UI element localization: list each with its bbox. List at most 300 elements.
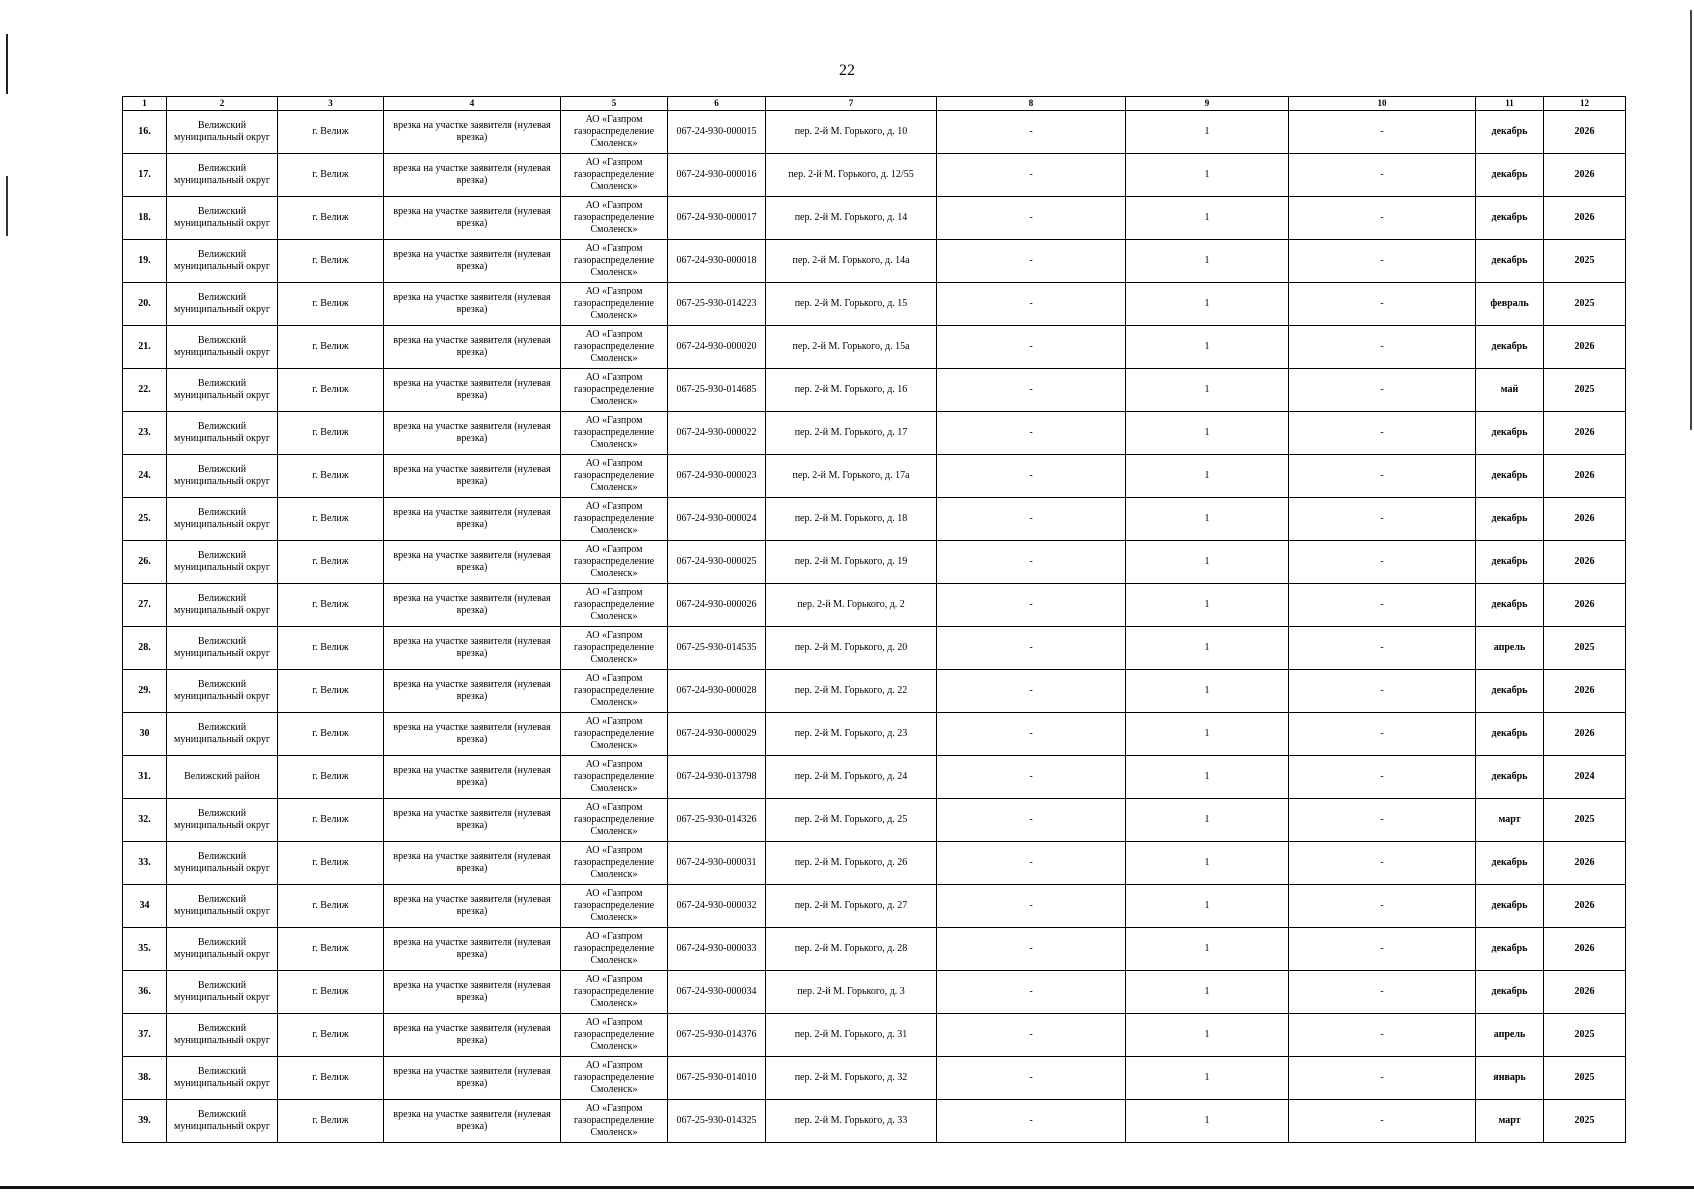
row-number-cell: 27. bbox=[123, 584, 167, 627]
month-cell: декабрь bbox=[1476, 412, 1544, 455]
application-number-cell: 067-24-930-000034 bbox=[668, 971, 766, 1014]
application-number-cell: 067-25-930-014010 bbox=[668, 1057, 766, 1100]
year-cell: 2026 bbox=[1544, 885, 1626, 928]
row-number-cell: 28. bbox=[123, 627, 167, 670]
month-cell: январь bbox=[1476, 1057, 1544, 1100]
application-number-cell: 067-24-930-000028 bbox=[668, 670, 766, 713]
year-cell: 2026 bbox=[1544, 670, 1626, 713]
year-cell: 2026 bbox=[1544, 541, 1626, 584]
month-cell: апрель bbox=[1476, 627, 1544, 670]
table-row bbox=[123, 541, 1626, 584]
municipality-cell: Велижский муниципальный округ bbox=[167, 1014, 278, 1057]
column-9-value-cell: 1 bbox=[1126, 971, 1289, 1014]
month-cell: декабрь bbox=[1476, 326, 1544, 369]
month-cell: декабрь bbox=[1476, 541, 1544, 584]
column-8-value-cell: - bbox=[937, 842, 1126, 885]
year-cell: 2025 bbox=[1544, 369, 1626, 412]
connection-type-cell: врезка на участке заявителя (нулевая врезка) bbox=[384, 283, 561, 326]
column-9-value-cell: 1 bbox=[1126, 541, 1289, 584]
connection-type-cell: врезка на участке заявителя (нулевая врезка) bbox=[384, 971, 561, 1014]
application-number-cell: 067-24-930-000032 bbox=[668, 885, 766, 928]
row-number-cell: 33. bbox=[123, 842, 167, 885]
year-cell: 2026 bbox=[1544, 971, 1626, 1014]
application-number-cell: 067-24-930-000020 bbox=[668, 326, 766, 369]
gas-organization-cell: АО «Газпром газораспределение Смоленск» bbox=[561, 756, 668, 799]
application-number-cell: 067-25-930-014223 bbox=[668, 283, 766, 326]
column-10-value-cell: - bbox=[1289, 584, 1476, 627]
column-8-value-cell: - bbox=[937, 713, 1126, 756]
month-cell: декабрь bbox=[1476, 756, 1544, 799]
column-8-value-cell: - bbox=[937, 670, 1126, 713]
column-10-value-cell: - bbox=[1289, 1014, 1476, 1057]
column-10-value-cell: - bbox=[1289, 326, 1476, 369]
row-number-cell: 25. bbox=[123, 498, 167, 541]
table-row bbox=[123, 1057, 1626, 1100]
municipality-cell: Велижский муниципальный округ bbox=[167, 541, 278, 584]
column-number: 1 bbox=[123, 97, 167, 111]
year-cell: 2025 bbox=[1544, 799, 1626, 842]
settlement-cell: г. Велиж bbox=[278, 498, 384, 541]
column-9-value-cell: 1 bbox=[1126, 283, 1289, 326]
connection-type-cell: врезка на участке заявителя (нулевая врезка) bbox=[384, 670, 561, 713]
gas-organization-cell: АО «Газпром газораспределение Смоленск» bbox=[561, 455, 668, 498]
settlement-cell: г. Велиж bbox=[278, 412, 384, 455]
gas-organization-cell: АО «Газпром газораспределение Смоленск» bbox=[561, 1014, 668, 1057]
column-10-value-cell: - bbox=[1289, 111, 1476, 154]
application-number-cell: 067-24-930-000017 bbox=[668, 197, 766, 240]
gas-organization-cell: АО «Газпром газораспределение Смоленск» bbox=[561, 799, 668, 842]
column-8-value-cell: - bbox=[937, 240, 1126, 283]
connection-type-cell: врезка на участке заявителя (нулевая врезка) bbox=[384, 455, 561, 498]
municipality-cell: Велижский муниципальный округ bbox=[167, 1057, 278, 1100]
settlement-cell: г. Велиж bbox=[278, 154, 384, 197]
address-cell: пер. 2-й М. Горького, д. 32 bbox=[766, 1057, 937, 1100]
table-row bbox=[123, 713, 1626, 756]
row-number-cell: 19. bbox=[123, 240, 167, 283]
connection-type-cell: врезка на участке заявителя (нулевая врезка) bbox=[384, 498, 561, 541]
column-9-value-cell: 1 bbox=[1126, 498, 1289, 541]
table-row bbox=[123, 584, 1626, 627]
connection-type-cell: врезка на участке заявителя (нулевая врезка) bbox=[384, 885, 561, 928]
address-cell: пер. 2-й М. Горького, д. 27 bbox=[766, 885, 937, 928]
gas-organization-cell: АО «Газпром газораспределение Смоленск» bbox=[561, 842, 668, 885]
column-number: 4 bbox=[384, 97, 561, 111]
gas-organization-cell: АО «Газпром газораспределение Смоленск» bbox=[561, 412, 668, 455]
connection-type-cell: врезка на участке заявителя (нулевая врезка) bbox=[384, 799, 561, 842]
address-cell: пер. 2-й М. Горького, д. 17а bbox=[766, 455, 937, 498]
month-cell: декабрь bbox=[1476, 111, 1544, 154]
application-number-cell: 067-24-930-000033 bbox=[668, 928, 766, 971]
application-number-cell: 067-24-930-000031 bbox=[668, 842, 766, 885]
column-10-value-cell: - bbox=[1289, 498, 1476, 541]
row-number-cell: 38. bbox=[123, 1057, 167, 1100]
application-number-cell: 067-24-930-000018 bbox=[668, 240, 766, 283]
settlement-cell: г. Велиж bbox=[278, 584, 384, 627]
address-cell: пер. 2-й М. Горького, д. 17 bbox=[766, 412, 937, 455]
application-number-cell: 067-25-930-014376 bbox=[668, 1014, 766, 1057]
table-row bbox=[123, 799, 1626, 842]
table-row bbox=[123, 670, 1626, 713]
column-9-value-cell: 1 bbox=[1126, 584, 1289, 627]
column-number: 10 bbox=[1289, 97, 1476, 111]
row-number-cell: 39. bbox=[123, 1100, 167, 1143]
column-9-value-cell: 1 bbox=[1126, 713, 1289, 756]
gas-organization-cell: АО «Газпром газораспределение Смоленск» bbox=[561, 369, 668, 412]
gas-organization-cell: АО «Газпром газораспределение Смоленск» bbox=[561, 197, 668, 240]
address-cell: пер. 2-й М. Горького, д. 24 bbox=[766, 756, 937, 799]
column-8-value-cell: - bbox=[937, 326, 1126, 369]
month-cell: декабрь bbox=[1476, 498, 1544, 541]
column-8-value-cell: - bbox=[937, 756, 1126, 799]
connection-type-cell: врезка на участке заявителя (нулевая врезка) bbox=[384, 197, 561, 240]
municipality-cell: Велижский муниципальный округ bbox=[167, 971, 278, 1014]
year-cell: 2026 bbox=[1544, 584, 1626, 627]
municipality-cell: Велижский муниципальный округ bbox=[167, 799, 278, 842]
connection-type-cell: врезка на участке заявителя (нулевая врезка) bbox=[384, 756, 561, 799]
settlement-cell: г. Велиж bbox=[278, 885, 384, 928]
year-cell: 2025 bbox=[1544, 1100, 1626, 1143]
month-cell: декабрь bbox=[1476, 240, 1544, 283]
municipality-cell: Велижский муниципальный округ bbox=[167, 240, 278, 283]
column-number: 12 bbox=[1544, 97, 1626, 111]
column-8-value-cell: - bbox=[937, 627, 1126, 670]
settlement-cell: г. Велиж bbox=[278, 756, 384, 799]
address-cell: пер. 2-й М. Горького, д. 15а bbox=[766, 326, 937, 369]
year-cell: 2025 bbox=[1544, 283, 1626, 326]
month-cell: декабрь bbox=[1476, 197, 1544, 240]
address-cell: пер. 2-й М. Горького, д. 19 bbox=[766, 541, 937, 584]
settlement-cell: г. Велиж bbox=[278, 928, 384, 971]
column-9-value-cell: 1 bbox=[1126, 111, 1289, 154]
column-9-value-cell: 1 bbox=[1126, 928, 1289, 971]
municipality-cell: Велижский муниципальный округ bbox=[167, 154, 278, 197]
month-cell: декабрь bbox=[1476, 713, 1544, 756]
column-9-value-cell: 1 bbox=[1126, 1057, 1289, 1100]
settlement-cell: г. Велиж bbox=[278, 240, 384, 283]
gas-organization-cell: АО «Газпром газораспределение Смоленск» bbox=[561, 326, 668, 369]
column-9-value-cell: 1 bbox=[1126, 842, 1289, 885]
row-number-cell: 21. bbox=[123, 326, 167, 369]
row-number-cell: 30 bbox=[123, 713, 167, 756]
address-cell: пер. 2-й М. Горького, д. 20 bbox=[766, 627, 937, 670]
column-8-value-cell: - bbox=[937, 584, 1126, 627]
column-8-value-cell: - bbox=[937, 1057, 1126, 1100]
table-row bbox=[123, 756, 1626, 799]
year-cell: 2026 bbox=[1544, 842, 1626, 885]
gas-organization-cell: АО «Газпром газораспределение Смоленск» bbox=[561, 498, 668, 541]
application-number-cell: 067-24-930-000026 bbox=[668, 584, 766, 627]
row-number-cell: 31. bbox=[123, 756, 167, 799]
column-10-value-cell: - bbox=[1289, 885, 1476, 928]
settlement-cell: г. Велиж bbox=[278, 971, 384, 1014]
column-number: 8 bbox=[937, 97, 1126, 111]
municipality-cell: Велижский район bbox=[167, 756, 278, 799]
table-row bbox=[123, 283, 1626, 326]
application-number-cell: 067-24-930-000022 bbox=[668, 412, 766, 455]
column-8-value-cell: - bbox=[937, 283, 1126, 326]
column-8-value-cell: - bbox=[937, 541, 1126, 584]
year-cell: 2026 bbox=[1544, 197, 1626, 240]
column-8-value-cell: - bbox=[937, 455, 1126, 498]
settlement-cell: г. Велиж bbox=[278, 541, 384, 584]
year-cell: 2026 bbox=[1544, 111, 1626, 154]
table-row bbox=[123, 928, 1626, 971]
page-number: 22 bbox=[839, 62, 855, 79]
connection-type-cell: врезка на участке заявителя (нулевая врезка) bbox=[384, 1100, 561, 1143]
column-9-value-cell: 1 bbox=[1126, 1014, 1289, 1057]
settlement-cell: г. Велиж bbox=[278, 1014, 384, 1057]
settlement-cell: г. Велиж bbox=[278, 842, 384, 885]
column-10-value-cell: - bbox=[1289, 154, 1476, 197]
row-number-cell: 37. bbox=[123, 1014, 167, 1057]
gas-organization-cell: АО «Газпром газораспределение Смоленск» bbox=[561, 670, 668, 713]
column-number: 11 bbox=[1476, 97, 1544, 111]
table-row bbox=[123, 885, 1626, 928]
gas-organization-cell: АО «Газпром газораспределение Смоленск» bbox=[561, 971, 668, 1014]
address-cell: пер. 2-й М. Горького, д. 3 bbox=[766, 971, 937, 1014]
settlement-cell: г. Велиж bbox=[278, 111, 384, 154]
connection-type-cell: врезка на участке заявителя (нулевая врезка) bbox=[384, 1057, 561, 1100]
address-cell: пер. 2-й М. Горького, д. 16 bbox=[766, 369, 937, 412]
settlement-cell: г. Велиж bbox=[278, 670, 384, 713]
connection-type-cell: врезка на участке заявителя (нулевая врезка) bbox=[384, 842, 561, 885]
month-cell: апрель bbox=[1476, 1014, 1544, 1057]
year-cell: 2025 bbox=[1544, 1014, 1626, 1057]
table-row bbox=[123, 498, 1626, 541]
address-cell: пер. 2-й М. Горького, д. 2 bbox=[766, 584, 937, 627]
row-number-cell: 32. bbox=[123, 799, 167, 842]
address-cell: пер. 2-й М. Горького, д. 15 bbox=[766, 283, 937, 326]
column-8-value-cell: - bbox=[937, 799, 1126, 842]
column-10-value-cell: - bbox=[1289, 670, 1476, 713]
municipality-cell: Велижский муниципальный округ bbox=[167, 197, 278, 240]
settlement-cell: г. Велиж bbox=[278, 713, 384, 756]
connection-type-cell: врезка на участке заявителя (нулевая врезка) bbox=[384, 111, 561, 154]
gasification-table bbox=[122, 96, 1626, 1143]
application-number-cell: 067-24-930-000016 bbox=[668, 154, 766, 197]
gas-organization-cell: АО «Газпром газораспределение Смоленск» bbox=[561, 1100, 668, 1143]
column-number: 7 bbox=[766, 97, 937, 111]
gas-organization-cell: АО «Газпром газораспределение Смоленск» bbox=[561, 154, 668, 197]
connection-type-cell: врезка на участке заявителя (нулевая врезка) bbox=[384, 928, 561, 971]
municipality-cell: Велижский муниципальный округ bbox=[167, 283, 278, 326]
municipality-cell: Велижский муниципальный округ bbox=[167, 412, 278, 455]
year-cell: 2026 bbox=[1544, 455, 1626, 498]
column-9-value-cell: 1 bbox=[1126, 799, 1289, 842]
row-number-cell: 22. bbox=[123, 369, 167, 412]
month-cell: май bbox=[1476, 369, 1544, 412]
column-number: 6 bbox=[668, 97, 766, 111]
column-9-value-cell: 1 bbox=[1126, 240, 1289, 283]
column-number: 9 bbox=[1126, 97, 1289, 111]
table-row bbox=[123, 369, 1626, 412]
column-10-value-cell: - bbox=[1289, 1057, 1476, 1100]
row-number-cell: 35. bbox=[123, 928, 167, 971]
table-row bbox=[123, 154, 1626, 197]
column-8-value-cell: - bbox=[937, 111, 1126, 154]
address-cell: пер. 2-й М. Горького, д. 12/55 bbox=[766, 154, 937, 197]
column-10-value-cell: - bbox=[1289, 713, 1476, 756]
application-number-cell: 067-24-930-000023 bbox=[668, 455, 766, 498]
gas-organization-cell: АО «Газпром газораспределение Смоленск» bbox=[561, 283, 668, 326]
column-9-value-cell: 1 bbox=[1126, 197, 1289, 240]
table-row bbox=[123, 326, 1626, 369]
municipality-cell: Велижский муниципальный округ bbox=[167, 111, 278, 154]
settlement-cell: г. Велиж bbox=[278, 1057, 384, 1100]
year-cell: 2025 bbox=[1544, 1057, 1626, 1100]
column-10-value-cell: - bbox=[1289, 627, 1476, 670]
column-9-value-cell: 1 bbox=[1126, 326, 1289, 369]
municipality-cell: Велижский муниципальный округ bbox=[167, 369, 278, 412]
gas-organization-cell: АО «Газпром газораспределение Смоленск» bbox=[561, 111, 668, 154]
column-10-value-cell: - bbox=[1289, 799, 1476, 842]
column-10-value-cell: - bbox=[1289, 971, 1476, 1014]
column-10-value-cell: - bbox=[1289, 842, 1476, 885]
month-cell: декабрь bbox=[1476, 842, 1544, 885]
address-cell: пер. 2-й М. Горького, д. 14а bbox=[766, 240, 937, 283]
application-number-cell: 067-24-930-000015 bbox=[668, 111, 766, 154]
column-8-value-cell: - bbox=[937, 1100, 1126, 1143]
settlement-cell: г. Велиж bbox=[278, 283, 384, 326]
address-cell: пер. 2-й М. Горького, д. 18 bbox=[766, 498, 937, 541]
column-10-value-cell: - bbox=[1289, 455, 1476, 498]
address-cell: пер. 2-й М. Горького, д. 22 bbox=[766, 670, 937, 713]
row-number-cell: 23. bbox=[123, 412, 167, 455]
column-10-value-cell: - bbox=[1289, 928, 1476, 971]
municipality-cell: Велижский муниципальный округ bbox=[167, 885, 278, 928]
column-number: 5 bbox=[561, 97, 668, 111]
month-cell: февраль bbox=[1476, 283, 1544, 326]
row-number-cell: 29. bbox=[123, 670, 167, 713]
month-cell: декабрь bbox=[1476, 584, 1544, 627]
connection-type-cell: врезка на участке заявителя (нулевая врезка) bbox=[384, 1014, 561, 1057]
connection-type-cell: врезка на участке заявителя (нулевая врезка) bbox=[384, 154, 561, 197]
connection-type-cell: врезка на участке заявителя (нулевая врезка) bbox=[384, 541, 561, 584]
gas-organization-cell: АО «Газпром газораспределение Смоленск» bbox=[561, 240, 668, 283]
gas-organization-cell: АО «Газпром газораспределение Смоленск» bbox=[561, 541, 668, 584]
row-number-cell: 24. bbox=[123, 455, 167, 498]
column-10-value-cell: - bbox=[1289, 197, 1476, 240]
column-8-value-cell: - bbox=[937, 885, 1126, 928]
municipality-cell: Велижский муниципальный округ bbox=[167, 1100, 278, 1143]
settlement-cell: г. Велиж bbox=[278, 369, 384, 412]
column-9-value-cell: 1 bbox=[1126, 627, 1289, 670]
row-number-cell: 36. bbox=[123, 971, 167, 1014]
month-cell: декабрь bbox=[1476, 885, 1544, 928]
table-row bbox=[123, 1100, 1626, 1143]
column-9-value-cell: 1 bbox=[1126, 756, 1289, 799]
application-number-cell: 067-25-930-014535 bbox=[668, 627, 766, 670]
connection-type-cell: врезка на участке заявителя (нулевая врезка) bbox=[384, 584, 561, 627]
table-body bbox=[123, 97, 1626, 1143]
column-8-value-cell: - bbox=[937, 369, 1126, 412]
address-cell: пер. 2-й М. Горького, д. 14 bbox=[766, 197, 937, 240]
column-9-value-cell: 1 bbox=[1126, 885, 1289, 928]
municipality-cell: Велижский муниципальный округ bbox=[167, 670, 278, 713]
column-10-value-cell: - bbox=[1289, 412, 1476, 455]
column-10-value-cell: - bbox=[1289, 369, 1476, 412]
municipality-cell: Велижский муниципальный округ bbox=[167, 842, 278, 885]
table-row bbox=[123, 455, 1626, 498]
table-row bbox=[123, 1014, 1626, 1057]
address-cell: пер. 2-й М. Горького, д. 10 bbox=[766, 111, 937, 154]
address-cell: пер. 2-й М. Горького, д. 28 bbox=[766, 928, 937, 971]
application-number-cell: 067-25-930-014685 bbox=[668, 369, 766, 412]
row-number-cell: 18. bbox=[123, 197, 167, 240]
gas-organization-cell: АО «Газпром газораспределение Смоленск» bbox=[561, 627, 668, 670]
column-9-value-cell: 1 bbox=[1126, 1100, 1289, 1143]
column-10-value-cell: - bbox=[1289, 283, 1476, 326]
address-cell: пер. 2-й М. Горького, д. 23 bbox=[766, 713, 937, 756]
year-cell: 2026 bbox=[1544, 412, 1626, 455]
year-cell: 2026 bbox=[1544, 498, 1626, 541]
month-cell: декабрь bbox=[1476, 928, 1544, 971]
gas-organization-cell: АО «Газпром газораспределение Смоленск» bbox=[561, 713, 668, 756]
municipality-cell: Велижский муниципальный округ bbox=[167, 584, 278, 627]
application-number-cell: 067-24-930-000025 bbox=[668, 541, 766, 584]
table-row bbox=[123, 627, 1626, 670]
municipality-cell: Велижский муниципальный округ bbox=[167, 326, 278, 369]
table-row bbox=[123, 111, 1626, 154]
application-number-cell: 067-25-930-014326 bbox=[668, 799, 766, 842]
page-bottom-line bbox=[0, 1186, 1694, 1189]
year-cell: 2025 bbox=[1544, 627, 1626, 670]
address-cell: пер. 2-й М. Горького, д. 33 bbox=[766, 1100, 937, 1143]
column-8-value-cell: - bbox=[937, 928, 1126, 971]
table-row bbox=[123, 971, 1626, 1014]
application-number-cell: 067-24-930-013798 bbox=[668, 756, 766, 799]
year-cell: 2026 bbox=[1544, 326, 1626, 369]
connection-type-cell: врезка на участке заявителя (нулевая врезка) bbox=[384, 240, 561, 283]
column-8-value-cell: - bbox=[937, 412, 1126, 455]
connection-type-cell: врезка на участке заявителя (нулевая врезка) bbox=[384, 326, 561, 369]
connection-type-cell: врезка на участке заявителя (нулевая врезка) bbox=[384, 369, 561, 412]
gas-organization-cell: АО «Газпром газораспределение Смоленск» bbox=[561, 1057, 668, 1100]
connection-type-cell: врезка на участке заявителя (нулевая врезка) bbox=[384, 627, 561, 670]
municipality-cell: Велижский муниципальный округ bbox=[167, 455, 278, 498]
address-cell: пер. 2-й М. Горького, д. 31 bbox=[766, 1014, 937, 1057]
address-cell: пер. 2-й М. Горького, д. 25 bbox=[766, 799, 937, 842]
address-cell: пер. 2-й М. Горького, д. 26 bbox=[766, 842, 937, 885]
application-number-cell: 067-24-930-000024 bbox=[668, 498, 766, 541]
column-9-value-cell: 1 bbox=[1126, 412, 1289, 455]
settlement-cell: г. Велиж bbox=[278, 627, 384, 670]
month-cell: декабрь bbox=[1476, 971, 1544, 1014]
municipality-cell: Велижский муниципальный округ bbox=[167, 713, 278, 756]
column-number: 3 bbox=[278, 97, 384, 111]
column-number-row bbox=[123, 97, 1626, 111]
settlement-cell: г. Велиж bbox=[278, 326, 384, 369]
column-8-value-cell: - bbox=[937, 197, 1126, 240]
column-number: 2 bbox=[167, 97, 278, 111]
settlement-cell: г. Велиж bbox=[278, 799, 384, 842]
connection-type-cell: врезка на участке заявителя (нулевая врезка) bbox=[384, 412, 561, 455]
table-row bbox=[123, 412, 1626, 455]
row-number-cell: 34 bbox=[123, 885, 167, 928]
column-9-value-cell: 1 bbox=[1126, 455, 1289, 498]
column-9-value-cell: 1 bbox=[1126, 670, 1289, 713]
month-cell: март bbox=[1476, 799, 1544, 842]
row-number-cell: 16. bbox=[123, 111, 167, 154]
column-10-value-cell: - bbox=[1289, 1100, 1476, 1143]
settlement-cell: г. Велиж bbox=[278, 455, 384, 498]
row-number-cell: 26. bbox=[123, 541, 167, 584]
gas-organization-cell: АО «Газпром газораспределение Смоленск» bbox=[561, 885, 668, 928]
scan-mark bbox=[6, 176, 8, 236]
month-cell: декабрь bbox=[1476, 670, 1544, 713]
column-8-value-cell: - bbox=[937, 1014, 1126, 1057]
table-row bbox=[123, 240, 1626, 283]
